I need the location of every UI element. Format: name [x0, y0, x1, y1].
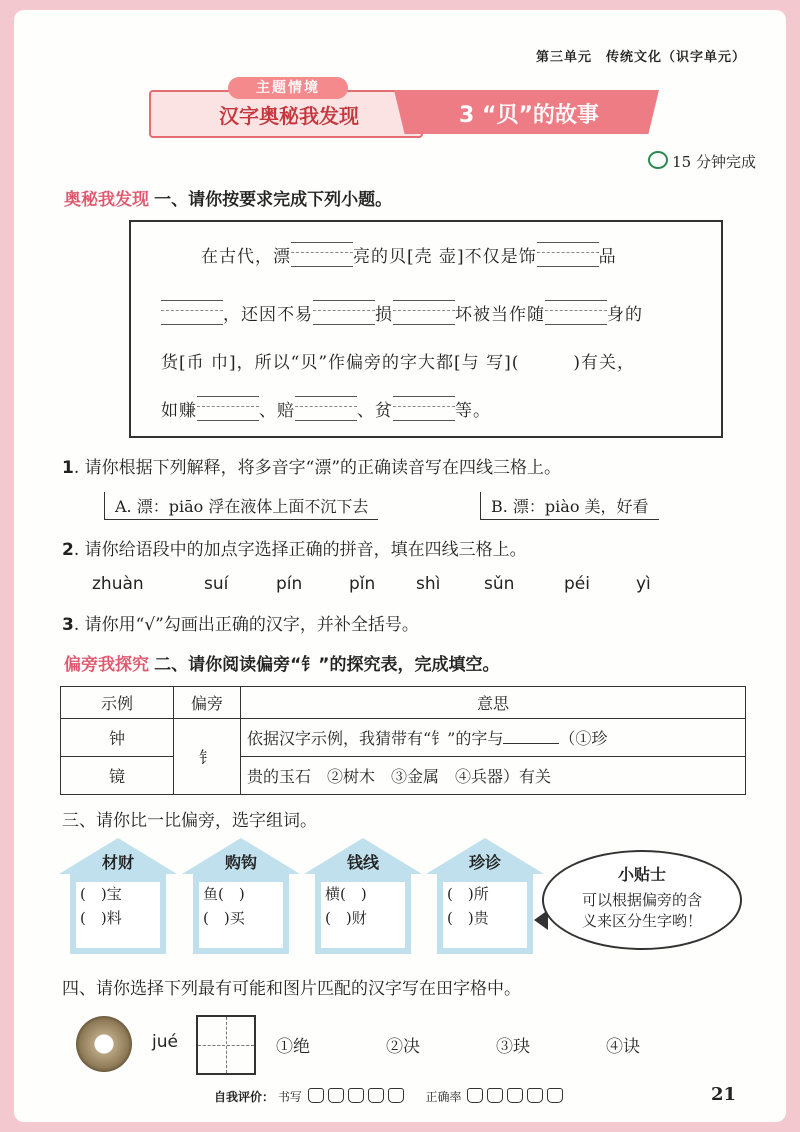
word-house: 购钩 鱼( ) ( )买 [182, 838, 300, 956]
table-cell: 钅 [174, 719, 241, 795]
pinyin-option: péi [564, 574, 590, 594]
page-number: 21 [710, 1084, 736, 1105]
pinyin-blank[interactable] [161, 304, 223, 325]
passage-line-2: ，还因不易 损 坏被当作随 身的 [161, 300, 643, 325]
pinyin-blank[interactable] [537, 246, 599, 267]
tip-line: 义来区分生字哟！ [581, 912, 702, 930]
section1-heading [64, 185, 392, 210]
thumb-icon[interactable] [368, 1088, 384, 1103]
workbook-page [14, 10, 786, 1122]
word-house: 珍诊 ( )所 ( )贵 [426, 838, 544, 956]
tip-bubble [542, 850, 742, 950]
pinyin-option: suí [204, 574, 229, 594]
pinyin-blank[interactable] [295, 400, 357, 421]
pinyin-blank[interactable] [393, 304, 455, 325]
table-header: 偏旁 [174, 687, 241, 719]
clock-icon [648, 151, 668, 169]
lesson-title: 3 “贝”的故事 [459, 103, 599, 128]
option-a: A. 漂：piāo 浮在液体上面不沉下去 [104, 492, 378, 520]
pinyin-option: zhuàn [92, 574, 144, 594]
pinyin-option: sǔn [484, 574, 515, 594]
thumb-icon[interactable] [388, 1088, 404, 1103]
section1-tag: 奥秘我发现 [64, 190, 149, 210]
thumb-icon[interactable] [527, 1088, 543, 1103]
section4-title: 四、请你选择下列最有可能和图片匹配的汉字写在田字格中。 [62, 979, 521, 999]
section3-title: 三、请你比一比偏旁，选字组词。 [62, 811, 317, 831]
passage-box [129, 220, 723, 438]
passage-line-4: 如赚 、赔 、贫 等。 [161, 401, 491, 421]
question-3: 3. 请你用“√”勾画出正确的汉字，并补全括号。 [62, 615, 419, 635]
option-b: B. 漂：piào 美，好看 [480, 492, 659, 520]
jade-disc-image [76, 1016, 132, 1072]
thumb-icon[interactable] [507, 1088, 523, 1103]
pinyin-option: pǐn [349, 574, 376, 594]
word-house: 材财 ( )宝 ( )料 [59, 838, 177, 956]
thumb-icon[interactable] [467, 1088, 483, 1103]
table-cell: 贵的玉石 ②树木 ③金属 ④兵器）有关 [241, 757, 746, 795]
word-house: 钱线 横( ) ( )财 [304, 838, 422, 956]
answer-blank[interactable] [503, 729, 559, 744]
tip-line: 可以根据偏旁的含 [581, 891, 702, 909]
choice-option: ①绝 [276, 1037, 310, 1057]
table-header: 示例 [61, 687, 174, 719]
section1-title: 一、请你按要求完成下列小题。 [154, 190, 393, 210]
pinyin-blank[interactable] [545, 304, 607, 325]
timer-label: 15 分钟完成 [648, 151, 756, 172]
pinyin-option: pín [276, 574, 303, 594]
pinyin-blank[interactable] [291, 246, 353, 267]
tian-grid-box[interactable] [196, 1015, 256, 1075]
section2-heading [64, 650, 499, 675]
table-cell: 镜 [61, 757, 174, 795]
section2-tag: 偏旁我探究 [64, 655, 149, 675]
question-1: 1. 请你根据下列解释，将多音字“漂”的正确读音写在四线三格上。 [62, 458, 562, 478]
theme-title: 汉字奥秘我发现 [219, 104, 359, 128]
passage-line-1: 在古代，漂 亮的贝[壳 壶]不仅是饰 品 [201, 247, 617, 267]
self-evaluation: 自我评价： 书写 正确率 [214, 1088, 565, 1105]
passage-line-3: 货[币 巾]，所以“贝”作偏旁的字大都[与 写]( )有关， [161, 353, 635, 373]
table-cell: 依据汉字示例，我猜带有“钅”的字与 （①珍 [241, 719, 746, 757]
tip-title: 小贴士 [617, 865, 666, 884]
table-header: 意思 [241, 687, 746, 719]
thumb-icon[interactable] [487, 1088, 503, 1103]
q4-pinyin: jué [152, 1032, 178, 1052]
pinyin-blank[interactable] [313, 304, 375, 325]
thumb-icon[interactable] [328, 1088, 344, 1103]
theme-tag: 主题情境 [228, 77, 348, 99]
unit-header: 第三单元 传统文化（识字单元） [535, 50, 746, 65]
choice-option: ③玦 [496, 1037, 530, 1057]
question-2: 2. 请你给语段中的加点字选择正确的拼音，填在四线三格上。 [62, 540, 527, 560]
pinyin-blank[interactable] [393, 400, 455, 421]
choice-option: ②决 [386, 1037, 420, 1057]
pinyin-option: yì [636, 574, 651, 594]
thumb-icon[interactable] [547, 1088, 563, 1103]
choice-option: ④诀 [606, 1037, 640, 1057]
pinyin-option: shì [416, 574, 441, 594]
pinyin-blank[interactable] [197, 400, 259, 421]
thumb-icon[interactable] [308, 1088, 324, 1103]
section2-title: 二、请你阅读偏旁“钅”的探究表，完成填空。 [154, 655, 500, 675]
radical-table [60, 686, 746, 795]
table-cell: 钟 [61, 719, 174, 757]
thumb-icon[interactable] [348, 1088, 364, 1103]
